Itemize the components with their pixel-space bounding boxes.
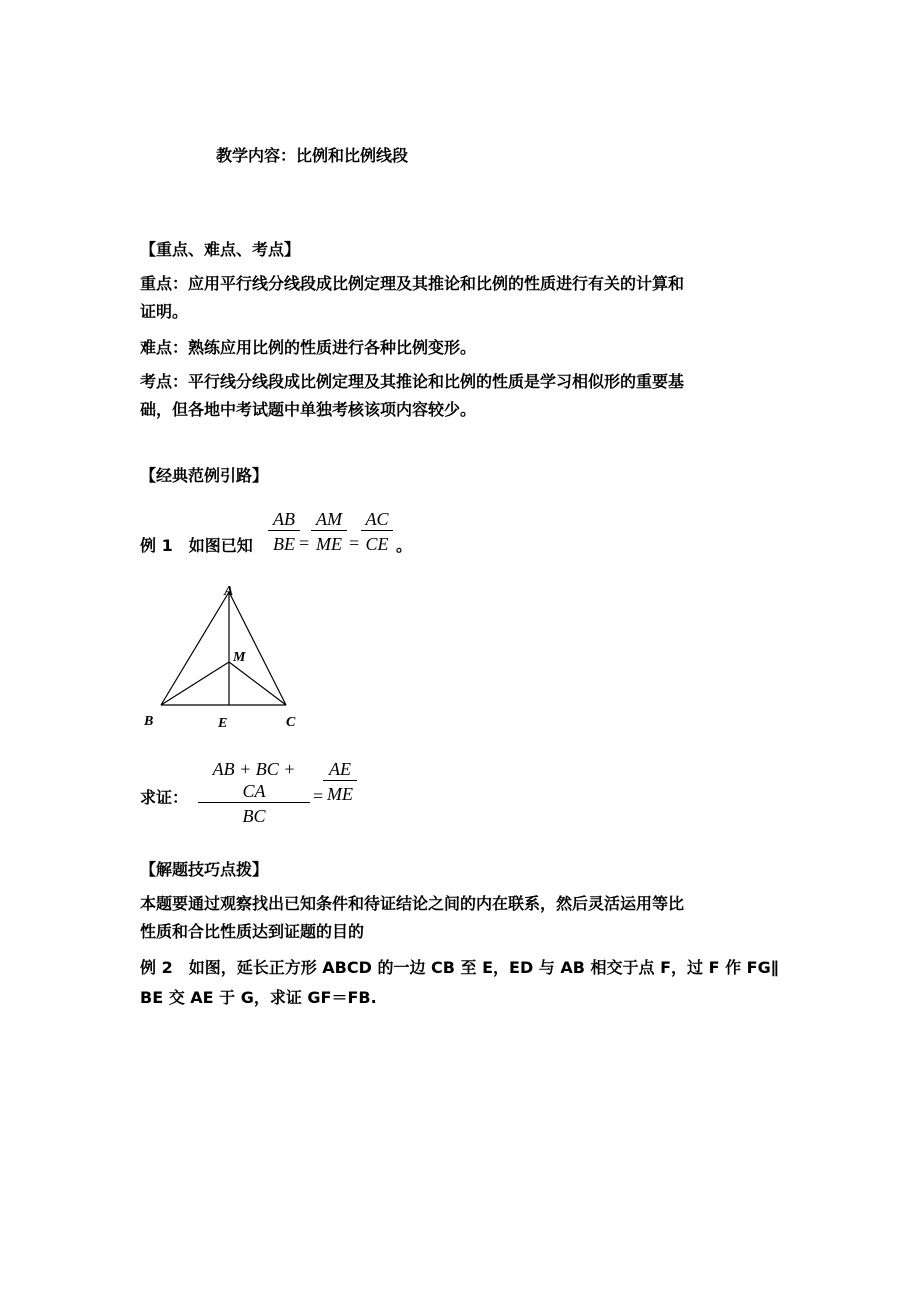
given-fraction-1-numerator: AB	[268, 508, 300, 531]
label-m: M	[233, 650, 246, 665]
given-fraction-3-denominator: CE	[365, 534, 389, 554]
prove-equals: =	[313, 786, 324, 806]
prove-lhs-fraction	[198, 758, 310, 827]
prove-lhs-numerator: AB + BC + CA	[198, 758, 310, 803]
exam-point-line-1: 考点：平行线分线段成比例定理及其推论和比例的性质是学习相似形的重要基	[140, 372, 685, 391]
label-a: A	[224, 584, 234, 599]
given-fraction-3-numerator: AC	[361, 508, 393, 531]
prove-rhs-fraction	[323, 758, 357, 805]
label-b: B	[144, 714, 154, 729]
triangle-figure	[140, 580, 310, 730]
tip-line-2: 性质和合比性质达到证题的目的	[140, 922, 365, 941]
example-1-prefix: 例 1 如图已知	[140, 536, 253, 555]
prove-rhs-denominator: ME	[327, 784, 353, 804]
label-e: E	[218, 716, 228, 730]
segment-cm	[229, 662, 286, 705]
prove-rhs-numerator: AE	[323, 758, 357, 781]
segment-bm	[161, 662, 229, 705]
given-fraction-2	[311, 508, 347, 555]
label-c: C	[286, 715, 296, 730]
given-equals-1: =	[299, 533, 310, 553]
tip-line-1: 本题要通过观察找出已知条件和待证结论之间的内在联系，然后灵活运用等比	[140, 894, 685, 913]
difficulty-line: 难点：熟练应用比例的性质进行各种比例变形。	[140, 338, 477, 357]
given-fraction-2-numerator: AM	[311, 508, 347, 531]
prove-label: 求证：	[140, 788, 189, 807]
exam-point-line-2: 础，但各地中考试题中单独考核该项内容较少。	[140, 400, 477, 419]
given-fraction-1	[268, 508, 300, 555]
example-1-suffix: 。	[396, 536, 413, 555]
given-fraction-3	[361, 508, 393, 555]
section-heading-examples: 【经典范例引路】	[140, 466, 269, 485]
key-point-line-2: 证明。	[140, 302, 189, 321]
given-equals-2: =	[349, 533, 360, 553]
page-title: 教学内容：比例和比例线段	[216, 146, 409, 165]
given-fraction-2-denominator: ME	[316, 534, 342, 554]
example-2-line-2: BE 交 AE 于 G，求证 GF＝FB.	[140, 988, 377, 1007]
given-fraction-1-denominator: BE	[273, 534, 295, 554]
section-heading-key-points: 【重点、难点、考点】	[140, 240, 301, 259]
segment-ac	[229, 592, 286, 705]
example-2-line-1: 例 2 如图，延长正方形 ABCD 的一边 CB 至 E，ED 与 AB 相交于点 F，过 F 作 FG∥	[140, 958, 779, 977]
key-point-line-1: 重点：应用平行线分线段成比例定理及其推论和比例的性质进行有关的计算和	[140, 274, 685, 293]
prove-lhs-denominator: BC	[242, 806, 266, 826]
section-heading-tips: 【解题技巧点拨】	[140, 860, 269, 879]
segment-ab	[161, 592, 229, 705]
